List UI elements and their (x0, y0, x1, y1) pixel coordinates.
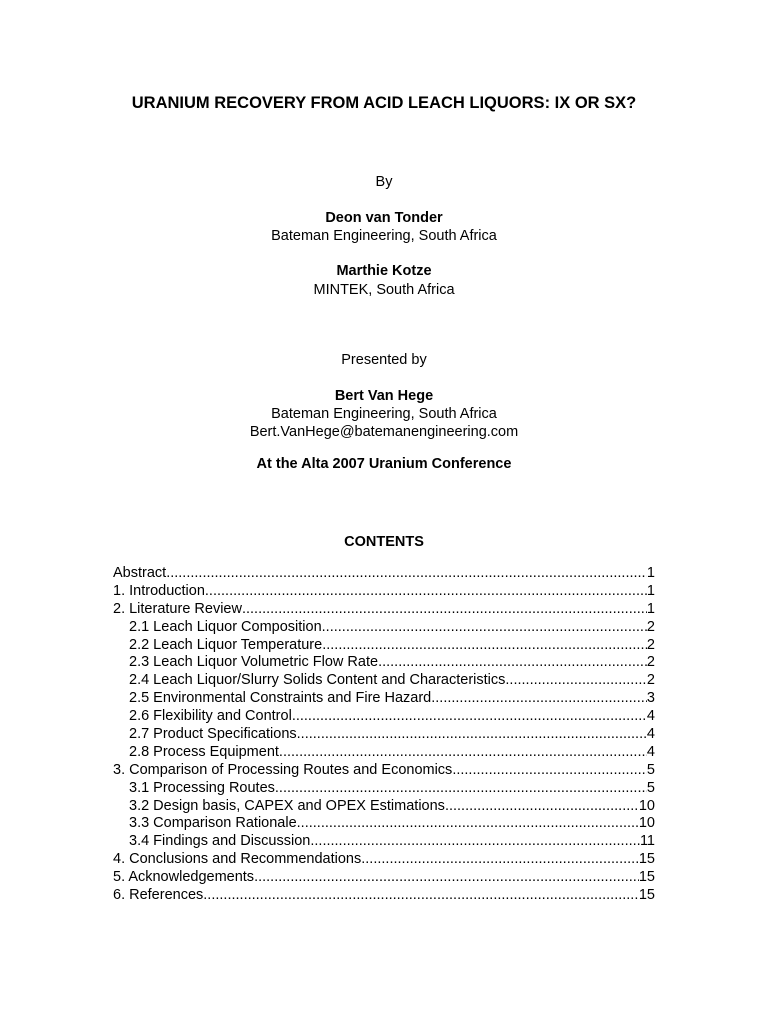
toc-entry[interactable] (113, 851, 655, 869)
toc-entry-label: 3. Comparison of Processing Routes and Economics (113, 761, 453, 778)
toc-entry-label: 3.2 Design basis, CAPEX and OPEX Estimations (129, 797, 445, 814)
toc-entry-page-number: 15 (638, 851, 655, 868)
toc-entry-page-number: 4 (646, 743, 655, 760)
toc-entry-label: 2.4 Leach Liquor/Slurry Solids Content and Characteristics (129, 672, 506, 689)
toc-entry-label: 2.6 Flexibility and Control (129, 708, 292, 725)
toc-entry-page-number: 2 (646, 636, 655, 653)
toc-entry-label: 2.5 Environmental Constraints and Fire Hazard (129, 690, 432, 707)
toc-entry[interactable] (113, 654, 655, 672)
author-affiliation-1: Bateman Engineering, South Africa (271, 228, 497, 244)
author-name-1: Deon van Tonder (325, 210, 443, 226)
toc-entry[interactable] (113, 798, 655, 816)
toc-entry-label: 2.7 Product Specifications (129, 726, 297, 743)
toc-entry[interactable] (113, 780, 655, 798)
toc-dot-leader (242, 601, 647, 619)
toc-entry-page-number: 15 (638, 887, 655, 904)
toc-dot-leader (279, 744, 647, 762)
toc-entry[interactable] (113, 833, 655, 851)
toc-entry[interactable] (113, 565, 655, 583)
toc-dot-leader (203, 887, 639, 905)
toc-entry[interactable] (113, 869, 655, 887)
toc-entry-label: 5. Acknowledgements (113, 869, 255, 886)
presented-by-label: Presented by (341, 352, 427, 368)
toc-entry-label: 2.2 Leach Liquor Temperature (129, 636, 323, 653)
toc-dot-leader (297, 726, 647, 744)
toc-dot-leader (378, 654, 647, 672)
toc-entry-label: Abstract (113, 565, 167, 581)
toc-entry[interactable] (113, 672, 655, 690)
toc-dot-leader (205, 583, 647, 601)
toc-entry-label: 1. Introduction (113, 582, 205, 599)
toc-entry[interactable] (113, 887, 655, 905)
presenter-email: Bert.VanHege@batemanengineering.com (249, 424, 519, 440)
toc-entry[interactable] (113, 619, 655, 637)
toc-entry-label: 2.3 Leach Liquor Volumetric Flow Rate (129, 654, 379, 671)
toc-dot-leader (275, 780, 647, 798)
toc-dot-leader (322, 637, 647, 655)
toc-entry[interactable] (113, 726, 655, 744)
toc-entry-page-number: 4 (646, 708, 655, 725)
toc-entry-page-number: 11 (639, 833, 655, 850)
toc-entry-label: 3.3 Comparison Rationale (129, 815, 297, 832)
toc-dot-leader (322, 619, 647, 637)
toc-entry-page-number: 3 (646, 690, 655, 707)
toc-entry-label: 3.1 Processing Routes (129, 779, 275, 796)
toc-entry-page-number: 2 (646, 672, 655, 689)
by-label: By (375, 174, 393, 190)
presenter-name: Bert Van Hege (334, 388, 434, 404)
toc-entry-label: 2. Literature Review (113, 600, 242, 617)
toc-entry[interactable] (113, 708, 655, 726)
toc-entry-page-number: 5 (646, 779, 655, 796)
presenter-affiliation: Bateman Engineering, South Africa (271, 406, 497, 422)
toc-dot-leader (310, 833, 640, 851)
conference-line: At the Alta 2007 Uranium Conference (256, 456, 512, 472)
toc-entry-page-number: 4 (646, 726, 655, 743)
toc-entry[interactable] (113, 690, 655, 708)
toc-entry-label: 2.1 Leach Liquor Composition (129, 618, 322, 635)
toc-dot-leader (297, 815, 639, 833)
toc-dot-leader (166, 565, 647, 583)
toc-entry[interactable] (113, 583, 655, 601)
toc-entry-label: 6. References (113, 887, 204, 904)
toc-dot-leader (431, 690, 647, 708)
toc-entry[interactable] (113, 762, 655, 780)
toc-dot-leader (452, 762, 647, 780)
toc-entry-label: 3.4 Findings and Discussion (129, 833, 311, 850)
toc-entry[interactable] (113, 637, 655, 655)
toc-entry-page-number: 1 (646, 582, 655, 599)
toc-entry-page-number: 10 (638, 797, 655, 814)
toc-entry-page-number: 1 (646, 565, 655, 581)
document-title: URANIUM RECOVERY FROM ACID LEACH LIQUORS: IX OR SX? (131, 94, 637, 112)
toc-entry[interactable] (113, 601, 655, 619)
toc-entry-page-number: 2 (646, 618, 655, 635)
toc-entry-label: 4. Conclusions and Recommendations (113, 851, 362, 868)
toc-entry-page-number: 10 (638, 815, 655, 832)
toc-dot-leader (254, 869, 639, 887)
toc-entry-page-number: 15 (638, 869, 655, 886)
table-of-contents (113, 565, 655, 905)
toc-dot-leader (505, 672, 647, 690)
toc-dot-leader (445, 798, 639, 816)
toc-entry-page-number: 1 (646, 600, 655, 617)
contents-heading: CONTENTS (344, 534, 424, 550)
toc-dot-leader (361, 851, 639, 869)
toc-entry[interactable] (113, 744, 655, 762)
toc-entry[interactable] (113, 815, 655, 833)
author-name-2: Marthie Kotze (336, 263, 432, 279)
toc-dot-leader (292, 708, 647, 726)
toc-entry-page-number: 5 (646, 761, 655, 778)
toc-entry-label: 2.8 Process Equipment (129, 743, 279, 760)
toc-entry-page-number: 2 (646, 654, 655, 671)
author-affiliation-2: MINTEK, South Africa (313, 282, 455, 298)
